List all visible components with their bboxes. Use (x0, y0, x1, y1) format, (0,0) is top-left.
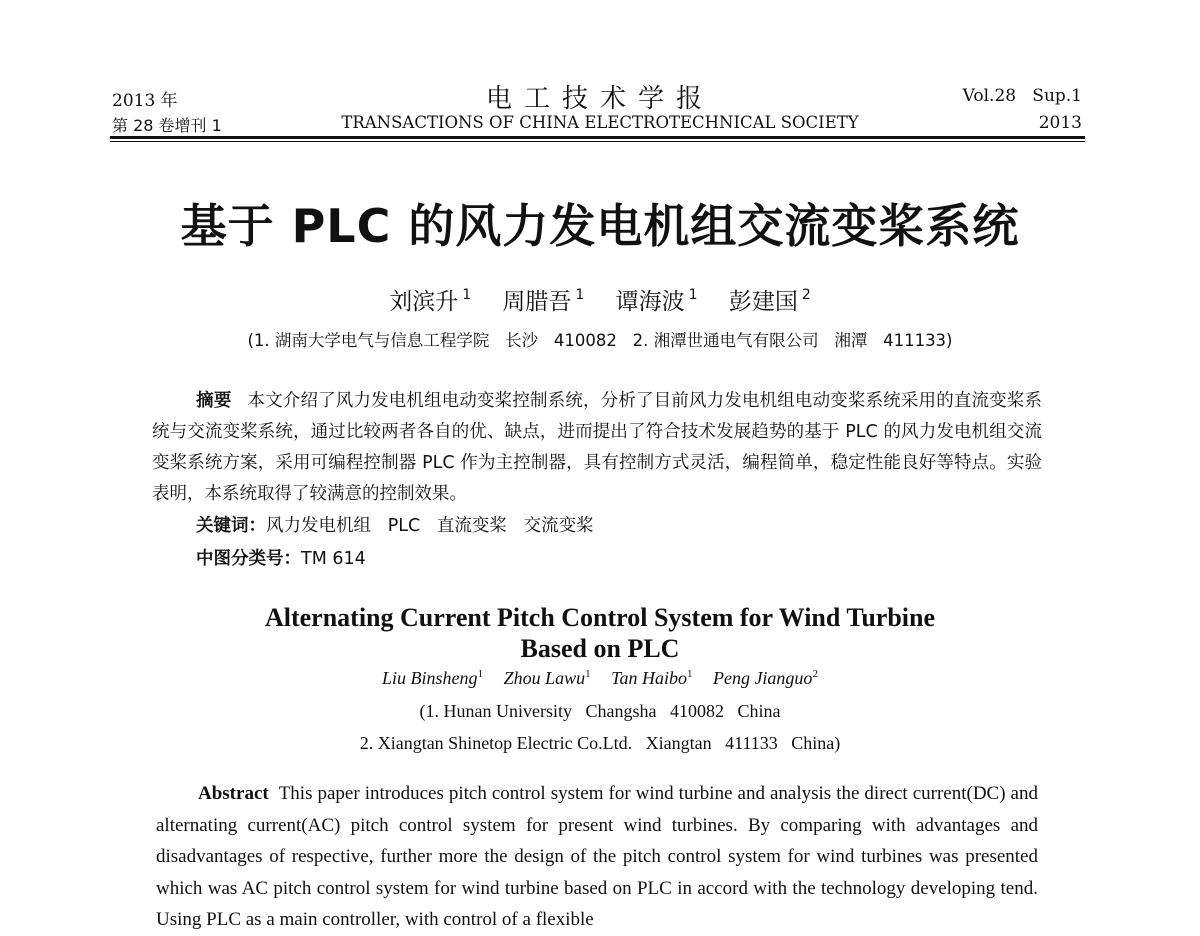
paper-title-en-line2: Based on PLC (520, 634, 680, 663)
header-year-en: 2013 (1038, 113, 1082, 133)
abstract-en-text: This paper introduces pitch control system for wind turbine and analysis the direct current(DC) and alternating current(AC) pitch control system for present wind turbines. By comparing with advantages and disadvantages of respective, further more the design of the pitch control system for wind turbines was presented which was AC pitch control system for wind turbine based on PLC in accord with the technology developing tend. Using PLC as a main controller, with control of a flexible (156, 783, 1038, 930)
keywords-cn-text: 风力发电机组 PLC 直流变桨 交流变桨 (266, 516, 594, 536)
classification-cn-label: 中图分类号： (196, 549, 301, 569)
author-cn: 刘滨升 $^1$ (389, 287, 472, 315)
abstract-en (156, 778, 1038, 936)
classification-cn-text: TM 614 (301, 549, 366, 569)
classification-cn (196, 545, 366, 570)
header-journal-cn: 电工技术学报 (485, 84, 714, 114)
header-rule-thick (110, 136, 1085, 139)
affiliation-cn: (1. 湖南大学电气与信息工程学院 长沙 410082 2. 湘潭世通电气有限公司 湘潭 411133) (247, 331, 953, 350)
author-en: Zhou Lawu$^1$ (503, 668, 591, 688)
abstract-cn (152, 386, 1042, 510)
affiliation-en-line2: 2. Xiangtan Shinetop Electric Co.Ltd. Xiangtan 411133 China) (359, 733, 841, 753)
header-volume-cn: 第 28 卷增刊 1 (112, 116, 222, 135)
abstract-cn-label: 摘要 (196, 391, 232, 411)
author-cn: 谭海波 $^1$ (615, 287, 698, 315)
abstract-cn-text: 本文介绍了风力发电机组电动变桨控制系统，分析了目前风力发电机组电动变桨系统采用的直流变桨系统与交流变桨系统，通过比较两者各自的优、缺点，进而提出了符合技术发展趋势的基于 PLC 的风力发电机组交流变桨系统方案，采用可编程控制器 PLC 作为主控制器，具有控制方式灵活，编程简单，稳定性能良好等特点。实验表明，本系统取得了较满意的控制效果。 (152, 391, 1043, 504)
keywords-cn-label: 关键词： (196, 516, 266, 536)
author-cn: 彭建国 $^2$ (728, 287, 811, 315)
abstract-en-label: Abstract (198, 783, 269, 804)
header-vol-en: Vol.28 Sup.1 (962, 86, 1082, 106)
keywords-cn (196, 512, 594, 537)
paper-title-cn: 基于 PLC 的风力发电机组交流变桨系统 (180, 199, 1020, 253)
header-journal-en: TRANSACTIONS OF CHINA ELECTROTECHNICAL SOCIETY (341, 113, 859, 132)
author-cn: 周腊吾 $^1$ (502, 287, 585, 315)
header-year-cn: 2013 年 (112, 91, 178, 111)
authors-en (0, 668, 1200, 689)
authors-cn (0, 283, 1200, 316)
author-en: Tan Haibo$^1$ (611, 668, 693, 688)
author-en: Peng Jianguo$^2$ (712, 668, 818, 688)
author-en: Liu Binsheng$^1$ (382, 668, 484, 688)
paper-title-en (0, 602, 1200, 664)
header-rule-thin (110, 141, 1085, 142)
paper-title-en-line1: Alternating Current Pitch Control System for Wind Turbine (264, 603, 936, 632)
affiliation-en-line1: (1. Hunan University Changsha 410082 China (419, 701, 781, 721)
